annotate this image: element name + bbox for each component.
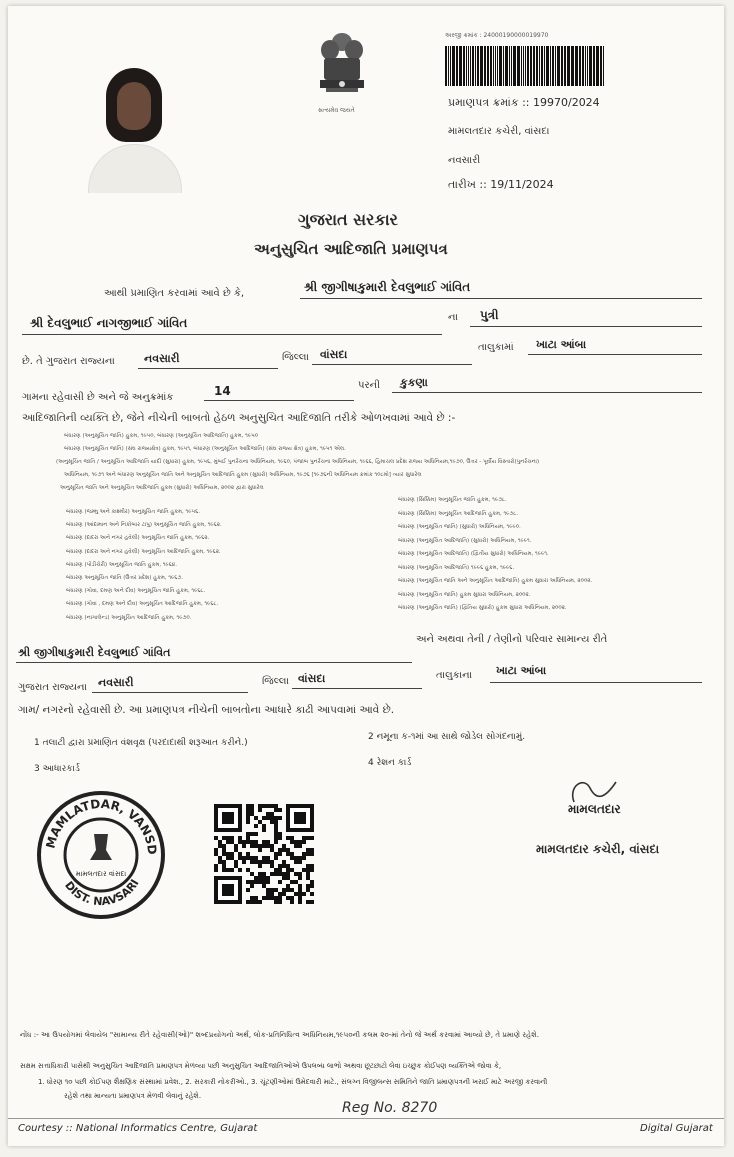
order-line: બંધારણ (સિક્કિમ) અનુસૂચિત આદિજાતિ હુકમ, ૧૯૭૮. [398,510,519,517]
relation-value: પુત્રી [480,308,499,322]
order-line: બંધારણ (ગોવા , દમણ અને દીવ) અનુસૂચિત આદિજાતિ હુકમ, ૧૯૬૮. [66,601,219,608]
basis-intro: ગામ/ નગરનો રહેવાસી છે. આ પ્રમાણપત્ર નીચેની બાબતોના આધારે કાઢી આપવામાં આવે છે. [18,704,395,716]
order-line: બંધારણ (અનુસૂચિત જાતિ) (દ્વિતિય સુધારો) હુકમ સુધારા અધિનિયમ, ૨૦૦૨. [398,605,567,611]
orders-top [56,430,540,495]
order-line: બંધારણ (સિક્કિમ) અનુસૂચિત જાતિ હુકમ, ૧૯૭૮. [398,497,507,503]
district-value-repeat: નવસારી [98,676,134,689]
govt-title: ગુજરાત સરકાર [298,210,398,229]
basis-item: 4 રેશન કાર્ડ [368,758,412,768]
tribe-recognition-text: આદિજાતિની વ્યક્તિ છે, જેને નીચેની બાબતો હેઠળ અનુસુચિત આદિજાતિ તરીકે ઓળખવામાં આવે છે :- [22,412,456,424]
order-line: બંધારણ (અનુસૂચિત જાતિ) હુકમ, ૧૯૫૦, બંધારણ (અનુસૂચિત આદિજાતિ) હુકમ, ૧૯૫૦ [64,433,259,439]
district-label-repeat: જિલ્લા [262,676,289,687]
footer-courtesy: Courtesy :: National Informatics Centre, Gujarat [18,1123,258,1134]
order-line: બંધારણ (દાદરા અને નગર હવેલી) અનુસૂચિત જાતિ હુકમ, ૧૯૬૨. [66,535,210,542]
village-value: ખાટા આંબા [536,338,587,351]
district-label: જિલ્લા [282,352,309,363]
orders-left [66,506,222,625]
application-number: અરજી ક્રમાંક : 24000190000019970 [445,32,549,39]
order-line: બંધારણ (અનુસૂચિત આદિજાતિ) (દ્વિતીય સુધારો) અધિનિયમ, ૧૯૯૧. [398,551,549,557]
seal-top-text: MAMLATDAR, VANSD [43,796,160,856]
state-emblem-icon [310,30,374,110]
note-3: 1. ધોરણ ૧૦ પછી કોઈપણ શૈક્ષણિક સંસ્થામાં પ્રવેશ., 2. સરકારી નોકરીઓ., 3. ચૂંટણીઓમાં ઉમેદવારી માટે., સંલગ્ન વિજીલન્સ સમિતિને જાતિ પ્રમાણપત્રની ખરાઈ માટે અરજી કરવાની [38,1078,548,1086]
father-name: શ્રી દેવલુભાઈ નાગજીભાઈ ગાંવિત [30,316,188,330]
qr-code [214,804,314,904]
order-line: બંધારણ (અનુસૂચિત આદિજાતિ) (સુધારો) અધિનિયમ, ૧૯૯૧. [398,537,532,544]
tribe-label: પરની [358,380,380,391]
taluka-value-repeat: વાંસદા [298,672,326,685]
basis-item: 3 આધારકાર્ડ [34,764,80,774]
order-line: અધિનિયમ, ૧૯૭૧ અને બંધારણ અનુસૂચિત જાતિ અને અનુસૂચિત આદિજાતિ હુકમ (સુધારો) અધિનિયમ, ૧૯૭૬ [૧૯૭૬ની અધિનિયમ ક્રમાંક ૧૦૮મો] ત્યાર સુધારેલ [64,472,422,478]
order-line: બંધારણ અનુસૂચિત જાતિ (ઉત્તર પ્રદેશ) હુકમ, ૧૯૬૭. [66,575,183,582]
registration-number: Reg No. 8270 [342,1100,438,1116]
order-line: બંધારણ (અનુસૂચિત જાતિ) (સંઘ રાજ્યક્ષેત્ર) હુકમ, ૧૯૫૧, બંધારણ (અનુસૂચિત આદિજાતિ) (સંઘ રાજ્ય ક્ષેત્ર) હુકમ, ૧૯૫૧ એલ. [64,446,346,452]
certificate-number: પ્રમાણપત્ર ક્રમાંક :: 19970/2024 [448,96,600,109]
order-line: બંધારણ (ગોવા, દમણ અને દીવ) અનુસૂચિત જાતિ હુકમ, ૧૯૬૮. [66,588,206,595]
state-text: છે. તે ગુજરાત રાજ્યના [22,356,115,367]
relation-label: ના [448,312,458,323]
note-2: સક્ષમ સત્તાધિકારી પાસેથી અનુસુચિત આદિજાતિ પ્રમાણપત્ર મેળવ્યા પછી અનુસુચિત આદિજાતિઓએ ઉપલબ્ધ લાભો અથવા છૂટછાટો લેવા ઇચ્છુક કોઈપણ વ્યક્તિએ જોવા કે, [20,1062,502,1070]
order-line: બંધારણ (અનુસૂચિત જાતિ અને અનુસૂચિત આદિજાતિ) હુકમ સુધારા અધિનિયમ, ૨૦૦૨. [398,578,593,584]
certificate-page [8,6,724,1146]
village-label: તાલુકામાં [478,342,514,353]
issuing-district: નવસારી [448,155,481,166]
serial-number: 14 [214,384,231,398]
page-footer [8,1118,724,1134]
taluka-label-repeat: તાલુકાના [436,670,473,681]
resident-text: ગામના રહેવાસી છે અને જે અનુક્રમાંક [22,392,174,403]
family-text: અને અથવા તેની / તેણીનો પરિવાર સામાન્ય રીતે [416,634,608,645]
emblem-caption: સત્યમેવ જયતે [318,107,355,114]
certify-text: આથી પ્રમાણિત કરવામાં આવે છે કે, [104,288,245,299]
taluka-value: વાંસદા [320,348,348,361]
order-line: બંધારણ (અનુસૂચિત જાતિ) હુકમ સુધારા અધિનિયમ, ૨૦૦૨. [398,591,531,598]
order-line: બંધારણ (અનુસૂચિત આદિજાતિ) ૧૯૯૬ હુકમ, ૧૯૯૬. [398,564,515,571]
state-text-repeat: ગુજરાત રાજ્યના [18,682,87,693]
document-title: અનુસુચિત આદિજાતિ પ્રમાણપત્ર [254,240,448,258]
note-4: રહેશે તથા માન્યતા પ્રમાણપત્ર મેળવી લેવાનું રહેશે. [64,1092,202,1100]
order-line: (અનુસૂચિત જાતિ / અનુસૂચિત આદિજાતિ યાદી (સુધારા) હુકમ, ૧૯૫૬, મુંબઈ પુનર્રચના અધિનિયમ, ૧૯૬૦, પંજાબ પુનર્રચના અધિનિયમ, ૧૯૬૬, હિમાચલ પ્રદેશ રાજ્ય અધિનિયમ,૧૯૭૦, ઉત્તર - પૂર્વીય વિસ્તારો(પુનર્રચના) [56,459,540,465]
seal-bottom-text: DIST. NAVSARI [62,877,142,909]
village-value-repeat: ખાટા આંબા [496,664,547,677]
basis-item: 2 નમૂના ક-૧માં આ સાથે જોડેલ સોગંદનામું. [368,732,526,742]
office-seal [36,790,166,920]
order-line: બંધારણ (જમ્મુ અને કાશ્મીર) અનુસૂચિત જાતિ હુકમ, ૧૯૫૬. [66,509,200,515]
signatory-office: મામલતદાર કચેરી, વાંસદા [536,842,660,856]
tribe-value: કુકણા [400,376,428,389]
note-1: નોંધ :- આ ઉપયોગમાં લેવાયેલ "સામાન્ય રીતે રહેવાસી(ઓ)" શબ્દપ્રયોગનો અર્થ, લોક-પ્રતિનિધિત્વ અધિનિયમ,૧૯૫૦ની કલમ ૨૦-માં તેનો જે અર્થ કરવામાં આવ્યો છે, તે પ્રમાણે રહેશે. [20,1030,540,1039]
footer-brand: Digital Gujarat [640,1123,713,1134]
applicant-photo [84,58,184,193]
issue-date: તારીખ :: 19/11/2024 [448,178,554,191]
order-line: બંધારણ (અનુસૂચિત જાતિ) (સુધારો) અધિનિયમ, ૧૯૯૦. [398,524,521,530]
order-line: બંધારણ (પોંડીચેરી) અનુસૂચિત જાતિ હુકમ, ૧૯૬૪. [66,561,178,568]
signatory-title: મામલતદાર [568,802,621,816]
order-line: અનુસૂચિત જાતિ અને અનુસૂચિત આદિજાતિ હુકમ (સુધારો) અધિનિયમ, ૨૦૦૨ દ્વારા સુધારેલ [60,485,264,491]
order-line: બંધારણ (નાગાલેન્ડ) અનુસૂચિત આદિજાતિ હુકમ, ૧૯૭૦. [66,614,192,621]
applicant-name-repeat: શ્રી જીગીષાકુમારી દેવલુભાઈ ગાંવિત [18,646,171,659]
district-value: નવસારી [144,352,180,365]
barcode [445,46,607,86]
order-line: બંધારણ (આંદામાન અને નિકોબાર ટાપુ) અનુસૂચિત જાતિ હુકમ, ૧૯૬૨. [66,522,222,529]
order-line: બંધારણ (દાદરા અને નગર હવેલી) અનુસૂચિત આદિજાતિ હુકમ, ૧૯૬૨. [66,548,221,555]
orders-right [398,494,592,616]
applicant-name: શ્રી જીગીષાકુમારી દેવલુભાઈ ગાંવિત [304,280,471,294]
basis-item: 1 તલાટી દ્વારા પ્રમાણિત વંશવૃક્ષ (પરદાદાથી શરૂઆત કરીને.) [34,738,248,748]
seal-inner-text: મામલતદાર વાંસદા [75,870,127,878]
svg-text:DIST. NAVSARI [62,877,141,908]
issuing-office: મામલતદાર કચેરી, વાંસદા [448,126,550,137]
